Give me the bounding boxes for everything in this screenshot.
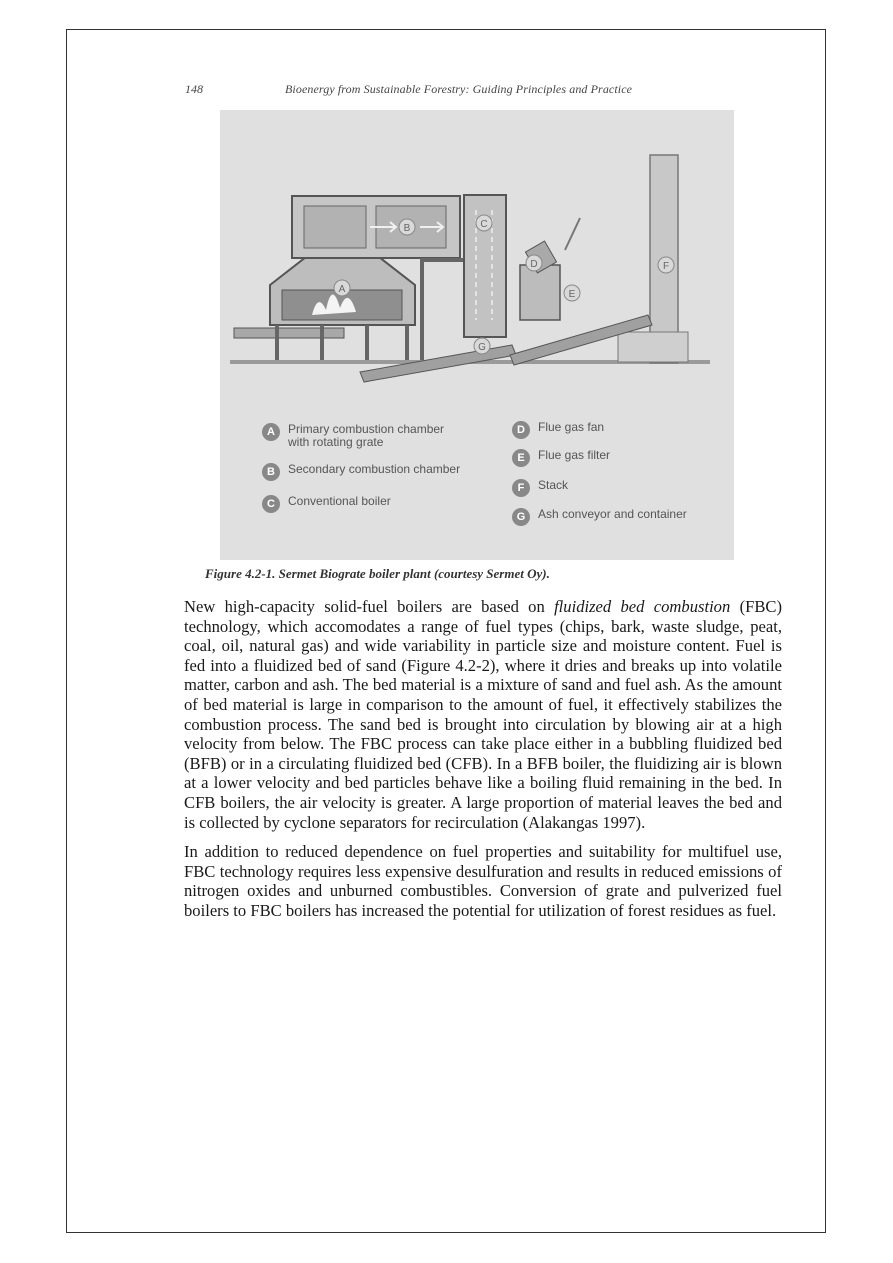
legend-text-g: Ash conveyor and container <box>538 507 687 521</box>
legend-text-b: Secondary combustion chamber <box>288 462 461 476</box>
diagram-label-f: F <box>662 261 670 272</box>
legend-badge-f: F <box>512 479 530 497</box>
paragraph-1-rest: (FBC) technology, which accomodates a range of fuel types (chips, bark, waste sludge, peat, coal, oil, natural gas) and wide variability in particle size and moisture content. Fuel is fed into a fluidized bed of sand (Figure 4.2-2), where it dries and breaks up into volatile matter, carbon and ash. The bed material is a mixture of sand and fuel ash. As the amount of bed material is large in comparison to the amount of fuel, it effectively stabilizes the combustion process. The sand bed is brought into circulation by blowing air at a high velocity from below. The FBC process can take place either in a bubbling fluidized bed (BFB) or in a circulating fluidized bed (CFB). In a BFB boiler, the fluidizing air is blown at a lower velocity and bed particles behave like a boiling fluid remaining in the bed. In CFB boilers, the air velocity is greater. A large proportion of material leaves the bed and is collected by cyclone separators for recirculation (Alakangas 1997). <box>184 597 782 832</box>
legend-item-e <box>512 449 722 467</box>
legend-badge-c: C <box>262 495 280 513</box>
diagram-label-c: C <box>480 219 488 230</box>
legend-badge-b: B <box>262 463 280 481</box>
legend-item-d <box>512 421 722 439</box>
diagram-label-g: G <box>478 342 486 353</box>
legend-item-b <box>262 463 492 481</box>
legend-text-d: Flue gas fan <box>538 420 605 434</box>
page-number: 148 <box>185 82 203 96</box>
legend-text-c: Conventional boiler <box>288 494 391 508</box>
legend-text-e: Flue gas filter <box>538 448 611 462</box>
diagram-label-b: B <box>403 223 411 234</box>
paragraph-1-start: New high-capacity solid-fuel boilers are based on <box>184 597 555 616</box>
legend-badge-g: G <box>512 508 530 526</box>
legend-text-f: Stack <box>538 478 569 492</box>
diagram-label-e: E <box>568 289 576 300</box>
legend-item-f <box>512 479 722 497</box>
running-head-title: Bioenergy from Sustainable Forestry: Guiding Principles and Practice <box>285 82 633 96</box>
boiler-plant-figure <box>220 110 734 560</box>
paragraph-1-emphasis: fluidized bed combustion <box>554 597 731 616</box>
legend-badge-d: D <box>512 421 530 439</box>
figure-caption: Figure 4.2-1. Sermet Biograte boiler plant (courtesy Sermet Oy). <box>205 566 550 581</box>
legend-item-a <box>262 423 472 449</box>
legend-item-g <box>512 508 727 526</box>
paragraph-1 <box>184 597 782 832</box>
figure-legend <box>220 110 734 560</box>
body-text <box>184 597 782 931</box>
paragraph-2: In addition to reduced dependence on fuel properties and suitability for multifuel use, FBC technology requires less expensive desulfuration and results in reduced emissions of nitrogen oxides and unburned combustibles. Conversion of grate and pulverized fuel boilers to FBC boilers has increased the potential for utilization of forest residues as fuel. <box>184 842 782 920</box>
diagram-label-a: A <box>338 284 346 295</box>
legend-badge-e: E <box>512 449 530 467</box>
legend-text-a: Primary combustion chamber with rotating grate <box>288 422 445 449</box>
legend-badge-a: A <box>262 423 280 441</box>
diagram-label-d: D <box>530 259 538 270</box>
legend-item-c <box>262 495 472 513</box>
